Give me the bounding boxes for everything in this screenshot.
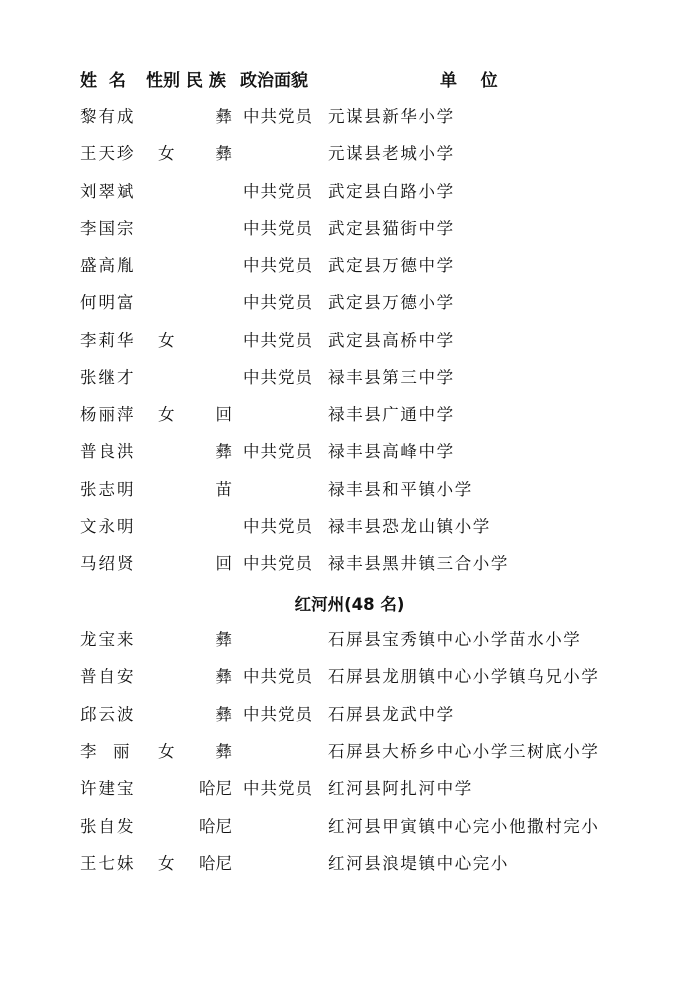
table-row [0, 104, 699, 130]
work-unit: 红河县甲寅镇中心完小他撒村完小 [328, 816, 600, 836]
ethnicity: 哈尼 [199, 816, 232, 836]
person-name: 王七妹 [80, 853, 136, 873]
person-name: 张继才 [80, 367, 136, 387]
work-unit: 红河县阿扎河中学 [328, 779, 473, 799]
table-row [0, 253, 699, 279]
gender: 女 [158, 741, 175, 761]
ethnicity: 彝 [215, 704, 232, 724]
work-unit: 禄丰县广通中学 [328, 405, 455, 424]
work-unit: 禄丰县第三中学 [328, 367, 455, 387]
person-name: 王天珍 [80, 144, 136, 164]
political-status: 中共党员 [243, 667, 313, 687]
ethnicity: 彝 [215, 144, 232, 164]
table-row [0, 776, 699, 802]
political-status: 中共党员 [243, 181, 313, 201]
person-name: 何明富 [80, 293, 136, 313]
section-title-honghe: 红河州(48 名) [294, 595, 405, 614]
ethnicity: 回 [215, 554, 232, 573]
header-ethnicity: 民 族 [186, 71, 226, 91]
work-unit: 武定县万德小学 [328, 293, 455, 313]
person-name: 李莉华 [80, 330, 136, 350]
person-name: 李 丽 [80, 741, 132, 761]
ethnicity: 哈尼 [199, 779, 232, 799]
political-status: 中共党员 [243, 554, 313, 573]
work-unit: 禄丰县黑井镇三合小学 [328, 554, 509, 573]
table-row [0, 551, 699, 577]
table-row [0, 179, 699, 205]
person-name: 刘翠斌 [80, 181, 136, 201]
work-unit: 禄丰县恐龙山镇小学 [328, 516, 491, 536]
person-name: 黎有成 [80, 107, 136, 126]
political-status: 中共党员 [243, 779, 313, 799]
political-status: 中共党员 [243, 218, 313, 238]
header-unit: 单 位 [440, 71, 498, 91]
work-unit: 武定县万德中学 [328, 256, 455, 275]
person-name: 许建宝 [80, 779, 136, 799]
gender: 女 [158, 144, 175, 164]
work-unit: 禄丰县和平镇小学 [328, 479, 473, 499]
table-row [0, 851, 699, 877]
table-row [0, 402, 699, 428]
header-name: 姓 名 [80, 71, 126, 91]
table-row [0, 365, 699, 391]
person-name: 张志明 [80, 479, 136, 499]
header-party: 政治面貌 [240, 71, 308, 91]
ethnicity: 彝 [215, 630, 232, 649]
work-unit: 石屏县大桥乡中心小学三树底小学 [328, 741, 600, 761]
table-row [0, 514, 699, 540]
table-row [0, 439, 699, 465]
person-name: 李国宗 [80, 218, 136, 238]
person-name: 盛高胤 [80, 256, 136, 275]
table-row [0, 627, 699, 653]
table-row [0, 739, 699, 765]
ethnicity: 回 [215, 405, 232, 424]
person-name: 文永明 [80, 516, 136, 536]
work-unit: 石屏县龙武中学 [328, 704, 455, 724]
person-name: 杨丽萍 [80, 405, 136, 424]
work-unit: 石屏县宝秀镇中心小学苗水小学 [328, 630, 582, 649]
gender: 女 [158, 330, 175, 350]
person-name: 马绍贤 [80, 554, 136, 573]
political-status: 中共党员 [243, 367, 313, 387]
table-row [0, 702, 699, 728]
political-status: 中共党员 [243, 704, 313, 724]
table-row [0, 328, 699, 354]
work-unit: 武定县白路小学 [328, 181, 455, 201]
person-name: 龙宝来 [80, 630, 136, 649]
header-gender: 性别 [146, 71, 180, 91]
work-unit: 禄丰县高峰中学 [328, 442, 455, 462]
political-status: 中共党员 [243, 293, 313, 313]
table-row [0, 290, 699, 316]
work-unit: 石屏县龙朋镇中心小学镇乌兄小学 [328, 667, 600, 687]
ethnicity: 彝 [215, 107, 232, 126]
work-unit: 武定县猫街中学 [328, 218, 455, 238]
gender: 女 [158, 405, 175, 424]
person-name: 张自发 [80, 816, 136, 836]
political-status: 中共党员 [243, 442, 313, 462]
ethnicity: 苗 [215, 479, 232, 499]
political-status: 中共党员 [243, 107, 313, 126]
work-unit: 元谋县老城小学 [328, 144, 455, 164]
ethnicity: 彝 [215, 741, 232, 761]
table-row [0, 664, 699, 690]
ethnicity: 彝 [215, 667, 232, 687]
person-name: 普良洪 [80, 442, 136, 462]
person-name: 普自安 [80, 667, 136, 687]
table-row [0, 477, 699, 503]
work-unit: 红河县浪堤镇中心完小 [328, 853, 509, 873]
political-status: 中共党员 [243, 330, 313, 350]
person-name: 邱云波 [80, 704, 136, 724]
table-row [0, 216, 699, 242]
gender: 女 [158, 853, 175, 873]
table-row [0, 141, 699, 167]
work-unit: 元谋县新华小学 [328, 107, 455, 126]
political-status: 中共党员 [243, 256, 313, 275]
work-unit: 武定县高桥中学 [328, 330, 455, 350]
table-row [0, 814, 699, 840]
ethnicity: 哈尼 [199, 853, 232, 873]
ethnicity: 彝 [215, 442, 232, 462]
political-status: 中共党员 [243, 516, 313, 536]
